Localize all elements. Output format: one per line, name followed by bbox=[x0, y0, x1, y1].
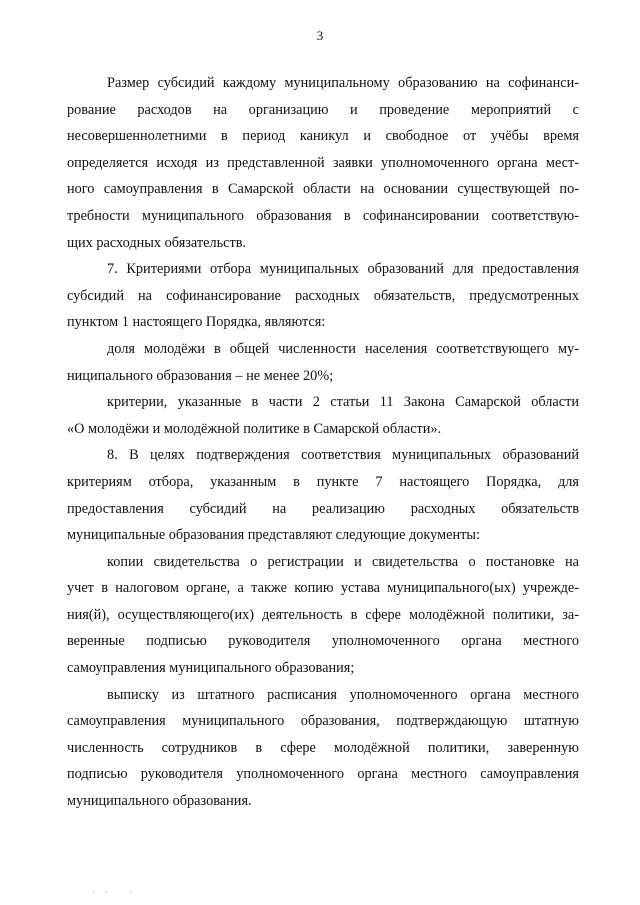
paragraph-subsidy-size bbox=[67, 70, 579, 256]
text-line: подписью руководителя уполномоченного органа местного самоуправления bbox=[67, 766, 579, 783]
paragraph-staff-extract bbox=[67, 682, 579, 815]
paragraph-youth-share bbox=[67, 336, 579, 389]
text-line: самоуправления муниципального образования, подтверждающую штатную bbox=[67, 713, 579, 730]
text-line: выписку из штатного расписания уполномоченного органа местного bbox=[107, 686, 579, 703]
text-line: доля молодёжи в общей численности населения соответствующего му- bbox=[107, 340, 579, 357]
text-line: веренные подписью руководителя уполномоченного органа местного bbox=[67, 633, 579, 650]
text-line: муниципального образования. bbox=[67, 793, 252, 810]
text-line: ниципального образования – не менее 20%; bbox=[67, 367, 334, 384]
text-line: щих расходных обязательств. bbox=[67, 234, 247, 251]
paragraph-item-7 bbox=[67, 256, 579, 336]
scan-artifact: ·· · bbox=[92, 888, 142, 897]
text-line: муниципальные образования представляют следующие документы: bbox=[67, 527, 480, 544]
text-line: пунктом 1 настоящего Порядка, являются: bbox=[67, 314, 326, 331]
paragraph-item-8 bbox=[67, 442, 579, 548]
text-line: 8. В целях подтверждения соответствия муниципальных образований bbox=[107, 447, 579, 464]
text-line: 7. Критериями отбора муниципальных образований для предоставления bbox=[107, 261, 579, 278]
document-body bbox=[67, 70, 579, 815]
text-line: Размер субсидий каждому муниципальному образованию на софинанси- bbox=[107, 75, 579, 91]
text-line: критерии, указанные в части 2 статьи 11 Закона Самарской области bbox=[107, 394, 579, 411]
text-line: «О молодёжи и молодёжной политике в Самарской области». bbox=[67, 420, 442, 437]
text-line: несовершеннолетними в период каникул и свободное от учёбы время bbox=[67, 128, 579, 145]
text-line: определяется исходя из представленной заявки уполномоченного органа мест- bbox=[67, 154, 579, 171]
text-line: самоуправления муниципального образования; bbox=[67, 660, 355, 677]
page-number: 3 bbox=[316, 28, 324, 43]
text-line: ния(й), осуществляющего(их) деятельность в сфере молодёжной политики, за- bbox=[67, 606, 579, 623]
paragraph-registration-copies bbox=[67, 549, 579, 682]
text-line: численность сотрудников в сфере молодёжной политики, заверенную bbox=[67, 739, 579, 756]
text-line: критериям отбора, указанным в пункте 7 настоящего Порядка, для bbox=[67, 473, 579, 490]
text-line: требности муниципального образования в софинансировании соответствую- bbox=[67, 207, 579, 224]
text-line: рование расходов на организацию и проведение мероприятий с bbox=[67, 101, 579, 118]
text-line: копии свидетельства о регистрации и свидетельства о постановке на bbox=[107, 553, 579, 570]
text-line: предоставления субсидий на реализацию расходных обязательств bbox=[67, 500, 579, 517]
text-line: субсидий на софинансирование расходных обязательств, предусмотренных bbox=[67, 287, 579, 304]
text-line: ного самоуправления в Самарской области на основании существующей по- bbox=[67, 181, 579, 198]
text-line: учет в налоговом органе, а также копию устава муниципального(ых) учрежде- bbox=[67, 580, 579, 597]
paragraph-criteria-law bbox=[67, 389, 579, 442]
